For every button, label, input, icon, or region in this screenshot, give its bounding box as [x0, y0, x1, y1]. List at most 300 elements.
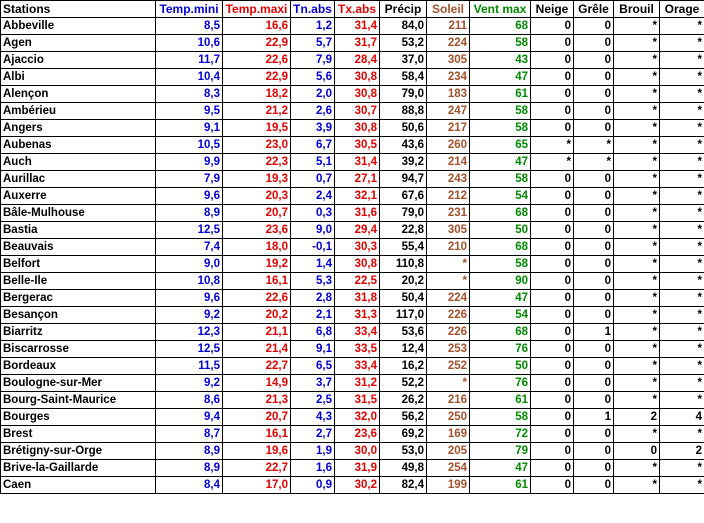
value-cell: 252 — [427, 358, 470, 375]
value-cell: 76 — [470, 375, 531, 392]
value-cell: 31,8 — [335, 290, 380, 307]
value-cell: 0 — [531, 341, 574, 358]
value-cell: 243 — [427, 171, 470, 188]
value-cell: 0 — [531, 426, 574, 443]
value-cell: * — [660, 205, 704, 222]
value-cell: * — [614, 103, 660, 120]
value-cell: 226 — [427, 324, 470, 341]
value-cell: 29,4 — [335, 222, 380, 239]
value-cell: 0 — [531, 103, 574, 120]
value-cell: 0 — [531, 18, 574, 35]
value-cell: 23,0 — [223, 137, 291, 154]
value-cell: 53,0 — [380, 443, 427, 460]
value-cell: 31,4 — [335, 18, 380, 35]
column-header: Orage — [660, 1, 704, 18]
value-cell: 0 — [531, 222, 574, 239]
value-cell: 8,9 — [156, 443, 223, 460]
value-cell: 9,9 — [156, 154, 223, 171]
value-cell: 50 — [470, 358, 531, 375]
value-cell: 22,6 — [223, 52, 291, 69]
value-cell: 0 — [574, 358, 614, 375]
value-cell: 55,4 — [380, 239, 427, 256]
station-name-cell: Brétigny-sur-Orge — [1, 443, 156, 460]
station-name-cell: Brive-la-Gaillarde — [1, 460, 156, 477]
value-cell: 52,2 — [380, 375, 427, 392]
value-cell: 0 — [574, 52, 614, 69]
value-cell: 79,0 — [380, 86, 427, 103]
station-name-cell: Bordeaux — [1, 358, 156, 375]
value-cell: 58,4 — [380, 69, 427, 86]
value-cell: 31,5 — [335, 392, 380, 409]
value-cell: 20,7 — [223, 409, 291, 426]
value-cell: 0 — [574, 69, 614, 86]
value-cell: 0 — [531, 273, 574, 290]
value-cell: 54 — [470, 188, 531, 205]
value-cell: 183 — [427, 86, 470, 103]
value-cell: 3,9 — [291, 120, 335, 137]
value-cell: * — [574, 137, 614, 154]
table-row — [1, 222, 704, 239]
value-cell: 50 — [470, 222, 531, 239]
value-cell: 6,8 — [291, 324, 335, 341]
table-row — [1, 256, 704, 273]
value-cell: 0 — [531, 324, 574, 341]
value-cell: 18,0 — [223, 239, 291, 256]
value-cell: 31,4 — [335, 154, 380, 171]
value-cell: 0 — [574, 86, 614, 103]
value-cell: 27,1 — [335, 171, 380, 188]
value-cell: 2,0 — [291, 86, 335, 103]
station-name-cell: Belle-Ile — [1, 273, 156, 290]
table-row — [1, 426, 704, 443]
value-cell: 0 — [574, 222, 614, 239]
value-cell: 30,8 — [335, 69, 380, 86]
table-row — [1, 35, 704, 52]
value-cell: 2,8 — [291, 290, 335, 307]
value-cell: 0 — [574, 477, 614, 494]
station-name-cell: Caen — [1, 477, 156, 494]
value-cell: 68 — [470, 18, 531, 35]
value-cell: 53,6 — [380, 324, 427, 341]
value-cell: 0 — [531, 120, 574, 137]
value-cell: 0 — [531, 290, 574, 307]
station-name-cell: Alençon — [1, 86, 156, 103]
value-cell: 305 — [427, 222, 470, 239]
value-cell: 47 — [470, 460, 531, 477]
value-cell: 47 — [470, 69, 531, 86]
value-cell: 9,2 — [156, 307, 223, 324]
value-cell: 50,6 — [380, 120, 427, 137]
value-cell: 7,9 — [156, 171, 223, 188]
value-cell: * — [660, 35, 704, 52]
table-row — [1, 120, 704, 137]
value-cell: 76 — [470, 341, 531, 358]
value-cell: 0 — [531, 409, 574, 426]
value-cell: 2 — [660, 443, 704, 460]
value-cell: 0 — [574, 460, 614, 477]
value-cell: 94,7 — [380, 171, 427, 188]
value-cell: 0 — [531, 443, 574, 460]
value-cell: 22,9 — [223, 35, 291, 52]
column-header: Brouil — [614, 1, 660, 18]
value-cell: 23,6 — [335, 426, 380, 443]
value-cell: 31,6 — [335, 205, 380, 222]
value-cell: 9,4 — [156, 409, 223, 426]
value-cell: 53,2 — [380, 35, 427, 52]
value-cell: 30,8 — [335, 120, 380, 137]
table-row — [1, 154, 704, 171]
value-cell: 0,7 — [291, 171, 335, 188]
value-cell: 0 — [531, 460, 574, 477]
value-cell: 10,5 — [156, 137, 223, 154]
value-cell: 0 — [574, 171, 614, 188]
value-cell: 6,5 — [291, 358, 335, 375]
value-cell: 0 — [531, 205, 574, 222]
value-cell: 16,1 — [223, 273, 291, 290]
value-cell: 9,0 — [156, 256, 223, 273]
table-row — [1, 324, 704, 341]
value-cell: 12,5 — [156, 341, 223, 358]
station-name-cell: Abbeville — [1, 18, 156, 35]
value-cell: 16,2 — [380, 358, 427, 375]
table-row — [1, 86, 704, 103]
value-cell: * — [614, 188, 660, 205]
value-cell: 0 — [574, 426, 614, 443]
value-cell: 26,2 — [380, 392, 427, 409]
value-cell: 20,7 — [223, 205, 291, 222]
value-cell: 9,1 — [291, 341, 335, 358]
value-cell: 224 — [427, 35, 470, 52]
value-cell: 82,4 — [380, 477, 427, 494]
station-name-cell: Ajaccio — [1, 52, 156, 69]
value-cell: 69,2 — [380, 426, 427, 443]
value-cell: 9,6 — [156, 290, 223, 307]
value-cell: * — [574, 154, 614, 171]
value-cell: * — [614, 52, 660, 69]
value-cell: * — [614, 341, 660, 358]
value-cell: * — [660, 392, 704, 409]
value-cell: 2,6 — [291, 103, 335, 120]
value-cell: 22,7 — [223, 358, 291, 375]
value-cell: 37,0 — [380, 52, 427, 69]
value-cell: 49,8 — [380, 460, 427, 477]
value-cell: * — [660, 69, 704, 86]
table-row — [1, 69, 704, 86]
value-cell: 250 — [427, 409, 470, 426]
value-cell: 58 — [470, 35, 531, 52]
value-cell: 30,0 — [335, 443, 380, 460]
value-cell: * — [614, 171, 660, 188]
value-cell: 199 — [427, 477, 470, 494]
station-name-cell: Boulogne-sur-Mer — [1, 375, 156, 392]
value-cell: 20,2 — [223, 307, 291, 324]
value-cell: 169 — [427, 426, 470, 443]
value-cell: 9,6 — [156, 188, 223, 205]
value-cell: 0 — [574, 103, 614, 120]
value-cell: 9,5 — [156, 103, 223, 120]
value-cell: 22,5 — [335, 273, 380, 290]
value-cell: 31,7 — [335, 35, 380, 52]
value-cell: 4 — [660, 409, 704, 426]
value-cell: 14,9 — [223, 375, 291, 392]
value-cell: 12,5 — [156, 222, 223, 239]
value-cell: 30,7 — [335, 103, 380, 120]
value-cell: 216 — [427, 392, 470, 409]
value-cell: 224 — [427, 290, 470, 307]
value-cell: 12,4 — [380, 341, 427, 358]
value-cell: * — [660, 324, 704, 341]
table-row — [1, 477, 704, 494]
value-cell: * — [660, 358, 704, 375]
value-cell: 58 — [470, 256, 531, 273]
value-cell: * — [614, 392, 660, 409]
table-row — [1, 205, 704, 222]
value-cell: * — [531, 154, 574, 171]
value-cell: 9,2 — [156, 375, 223, 392]
value-cell: 0 — [531, 69, 574, 86]
value-cell: * — [427, 375, 470, 392]
value-cell: 17,0 — [223, 477, 291, 494]
value-cell: * — [614, 69, 660, 86]
station-name-cell: Bâle-Mulhouse — [1, 205, 156, 222]
value-cell: 84,0 — [380, 18, 427, 35]
station-name-cell: Agen — [1, 35, 156, 52]
value-cell: 0 — [574, 443, 614, 460]
value-cell: 9,1 — [156, 120, 223, 137]
value-cell: 72 — [470, 426, 531, 443]
value-cell: 260 — [427, 137, 470, 154]
value-cell: 5,3 — [291, 273, 335, 290]
value-cell: 4,3 — [291, 409, 335, 426]
value-cell: 0 — [574, 375, 614, 392]
station-name-cell: Bergerac — [1, 290, 156, 307]
value-cell: 1,9 — [291, 443, 335, 460]
value-cell: 0 — [531, 307, 574, 324]
value-cell: * — [427, 273, 470, 290]
value-cell: 0 — [531, 35, 574, 52]
value-cell: 1,6 — [291, 460, 335, 477]
value-cell: 31,9 — [335, 460, 380, 477]
value-cell: * — [660, 273, 704, 290]
value-cell: 2,1 — [291, 307, 335, 324]
value-cell: 0 — [531, 358, 574, 375]
table-row — [1, 171, 704, 188]
value-cell: 47 — [470, 154, 531, 171]
value-cell: 21,2 — [223, 103, 291, 120]
column-header: Temp.maxi — [223, 1, 291, 18]
value-cell: 0 — [574, 239, 614, 256]
value-cell: 23,6 — [223, 222, 291, 239]
value-cell: 30,3 — [335, 239, 380, 256]
value-cell: 8,9 — [156, 205, 223, 222]
station-name-cell: Biscarrosse — [1, 341, 156, 358]
station-name-cell: Bourg-Saint-Maurice — [1, 392, 156, 409]
value-cell: -0,1 — [291, 239, 335, 256]
value-cell: 11,5 — [156, 358, 223, 375]
value-cell: 43 — [470, 52, 531, 69]
column-header: Tx.abs — [335, 1, 380, 18]
value-cell: 10,6 — [156, 35, 223, 52]
value-cell: 32,0 — [335, 409, 380, 426]
column-header: Temp.mini — [156, 1, 223, 18]
value-cell: 0 — [574, 290, 614, 307]
value-cell: 212 — [427, 188, 470, 205]
value-cell: 0 — [574, 35, 614, 52]
value-cell: 7,4 — [156, 239, 223, 256]
value-cell: 30,8 — [335, 256, 380, 273]
value-cell: * — [660, 341, 704, 358]
value-cell: 20,3 — [223, 188, 291, 205]
value-cell: 0 — [574, 392, 614, 409]
value-cell: 21,1 — [223, 324, 291, 341]
value-cell: 54 — [470, 307, 531, 324]
value-cell: * — [614, 86, 660, 103]
value-cell: 1 — [574, 324, 614, 341]
value-cell: * — [660, 290, 704, 307]
value-cell: 61 — [470, 86, 531, 103]
table-row — [1, 52, 704, 69]
value-cell: 18,2 — [223, 86, 291, 103]
value-cell: 8,5 — [156, 18, 223, 35]
value-cell: 247 — [427, 103, 470, 120]
value-cell: 226 — [427, 307, 470, 324]
value-cell: * — [660, 103, 704, 120]
value-cell: 234 — [427, 69, 470, 86]
value-cell: 28,4 — [335, 52, 380, 69]
value-cell: * — [660, 460, 704, 477]
value-cell: * — [660, 154, 704, 171]
value-cell: 33,4 — [335, 358, 380, 375]
column-header: Tn.abs — [291, 1, 335, 18]
value-cell: 1 — [574, 409, 614, 426]
value-cell: 32,1 — [335, 188, 380, 205]
value-cell: 117,0 — [380, 307, 427, 324]
table-row — [1, 460, 704, 477]
table-row — [1, 307, 704, 324]
value-cell: 22,9 — [223, 69, 291, 86]
value-cell: 0 — [531, 392, 574, 409]
value-cell: * — [614, 137, 660, 154]
table-row — [1, 18, 704, 35]
value-cell: * — [660, 188, 704, 205]
value-cell: 33,5 — [335, 341, 380, 358]
value-cell: 67,6 — [380, 188, 427, 205]
table-row — [1, 375, 704, 392]
value-cell: 0 — [531, 52, 574, 69]
value-cell: 0 — [574, 273, 614, 290]
value-cell: 16,1 — [223, 426, 291, 443]
value-cell: 10,4 — [156, 69, 223, 86]
value-cell: 19,5 — [223, 120, 291, 137]
value-cell: 22,7 — [223, 460, 291, 477]
station-name-cell: Aubenas — [1, 137, 156, 154]
value-cell: 19,3 — [223, 171, 291, 188]
value-cell: 0 — [614, 443, 660, 460]
value-cell: 1,4 — [291, 256, 335, 273]
value-cell: 5,1 — [291, 154, 335, 171]
value-cell: 12,3 — [156, 324, 223, 341]
value-cell: 31,3 — [335, 307, 380, 324]
value-cell: 0 — [574, 188, 614, 205]
value-cell: 7,9 — [291, 52, 335, 69]
value-cell: * — [660, 86, 704, 103]
value-cell: 0 — [531, 239, 574, 256]
value-cell: 1,2 — [291, 18, 335, 35]
value-cell: 305 — [427, 52, 470, 69]
value-cell: 8,7 — [156, 426, 223, 443]
value-cell: 43,6 — [380, 137, 427, 154]
value-cell: 19,6 — [223, 443, 291, 460]
station-name-cell: Auxerre — [1, 188, 156, 205]
station-name-cell: Biarritz — [1, 324, 156, 341]
station-name-cell: Ambérieu — [1, 103, 156, 120]
value-cell: 210 — [427, 239, 470, 256]
value-cell: * — [614, 358, 660, 375]
value-cell: * — [614, 222, 660, 239]
table-row — [1, 273, 704, 290]
value-cell: * — [660, 52, 704, 69]
value-cell: * — [614, 375, 660, 392]
table-body — [1, 18, 704, 494]
value-cell: 47 — [470, 290, 531, 307]
value-cell: * — [614, 120, 660, 137]
value-cell: 8,4 — [156, 477, 223, 494]
value-cell: * — [660, 477, 704, 494]
value-cell: * — [614, 273, 660, 290]
value-cell: 58 — [470, 103, 531, 120]
value-cell: * — [660, 171, 704, 188]
value-cell: 6,7 — [291, 137, 335, 154]
value-cell: * — [614, 35, 660, 52]
station-name-cell: Angers — [1, 120, 156, 137]
value-cell: 22,8 — [380, 222, 427, 239]
value-cell: * — [531, 137, 574, 154]
value-cell: * — [614, 239, 660, 256]
value-cell: 33,4 — [335, 324, 380, 341]
column-header: Précip — [380, 1, 427, 18]
value-cell: 20,2 — [380, 273, 427, 290]
column-header: Neige — [531, 1, 574, 18]
value-cell: 0 — [531, 188, 574, 205]
value-cell: * — [427, 256, 470, 273]
table-row — [1, 188, 704, 205]
value-cell: 0 — [531, 171, 574, 188]
value-cell: 0 — [531, 477, 574, 494]
table-header-row — [1, 1, 704, 18]
station-name-cell: Brest — [1, 426, 156, 443]
value-cell: 110,8 — [380, 256, 427, 273]
value-cell: 254 — [427, 460, 470, 477]
value-cell: * — [660, 120, 704, 137]
value-cell: 10,8 — [156, 273, 223, 290]
value-cell: 30,5 — [335, 137, 380, 154]
value-cell: 50,4 — [380, 290, 427, 307]
table-row — [1, 443, 704, 460]
value-cell: 0 — [574, 256, 614, 273]
value-cell: 2,7 — [291, 426, 335, 443]
value-cell: * — [660, 426, 704, 443]
table-row — [1, 137, 704, 154]
value-cell: * — [660, 137, 704, 154]
value-cell: 68 — [470, 324, 531, 341]
value-cell: 3,7 — [291, 375, 335, 392]
value-cell: 5,7 — [291, 35, 335, 52]
table-row — [1, 392, 704, 409]
value-cell: 30,8 — [335, 86, 380, 103]
value-cell: 19,2 — [223, 256, 291, 273]
value-cell: 58 — [470, 120, 531, 137]
value-cell: 5,6 — [291, 69, 335, 86]
